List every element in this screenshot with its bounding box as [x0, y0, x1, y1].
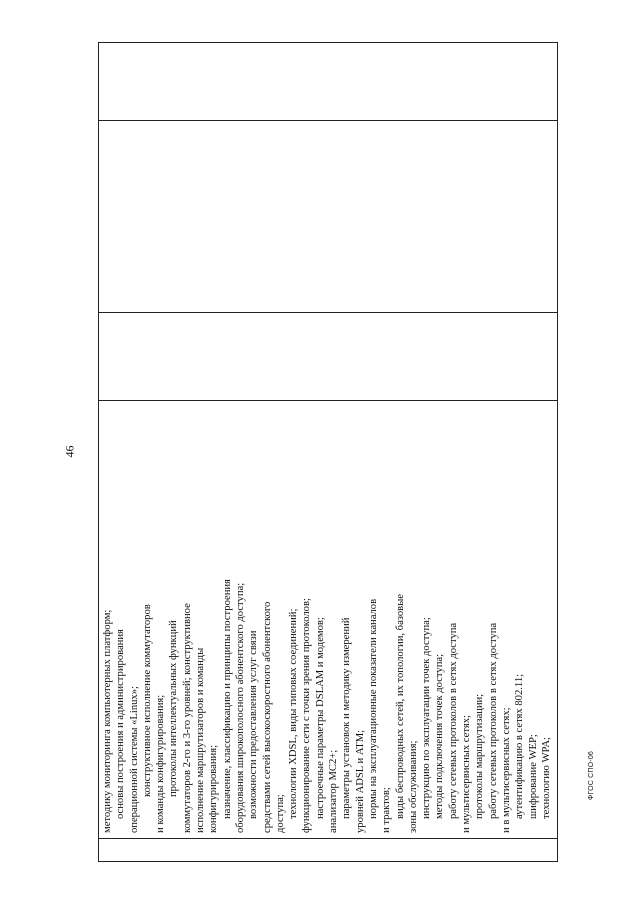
text-line: технологии XDSL, виды типовых соединений; — [288, 608, 300, 819]
text-line: технологию WPA; — [540, 737, 552, 819]
text-line: уровней ADSL и ATM; — [354, 729, 366, 833]
document-footer: ФГОС СПО-06 — [588, 750, 595, 800]
table-divider — [99, 312, 557, 313]
text-line: функционирование сети с точки зрения протоколов; — [301, 598, 313, 833]
text-line: анализатор MC2+; — [328, 749, 340, 833]
text-line: нормы на эксплуатационные показатели каналов — [367, 598, 379, 819]
table-divider — [99, 400, 557, 401]
text-line: возможности предоставления услуг связи — [248, 630, 260, 819]
text-line: работу сетевых протоколов в сетях доступа — [447, 622, 459, 819]
text-line: параметры установок и методику измерений — [341, 617, 353, 819]
competency-table — [98, 42, 558, 862]
text-line: исполнение маршрутизаторов и команды — [195, 647, 207, 833]
text-line: методы подключения точек доступа; — [434, 653, 446, 819]
text-line: операционной системы «Linux»; — [128, 686, 140, 833]
text-line: доступа; — [274, 794, 286, 833]
text-line: работу сетевых протоколов в сетях доступа — [487, 622, 499, 819]
text-line: протоколы маршрутизации; — [474, 693, 486, 819]
text-line: зоны обслуживания; — [407, 740, 419, 833]
text-line: конструктивное исполнение коммутаторов — [141, 604, 153, 797]
text-line: и мультисервисных сетях; — [461, 715, 473, 833]
text-line: виды беспроводных сетей, их топологии, базовые — [394, 593, 406, 819]
text-line: оборудования широкополосного абонентского доступа; — [234, 582, 246, 833]
text-line: инструкцию по эксплуатации точек доступа; — [421, 617, 433, 819]
text-line: конфигурирования; — [208, 744, 220, 833]
text-line: коммутаторов 2-го и 3-го уровней; конструктивное — [181, 603, 193, 833]
text-line: шифрование WEP; — [527, 734, 539, 819]
text-line: и трактов; — [381, 787, 393, 833]
text-line: настроечные параметры DSLAM и модемов; — [314, 617, 326, 819]
text-line: протоколы интеллектуальных функций — [168, 620, 180, 797]
text-line: назначение, классификацию и принципы построения — [221, 579, 233, 819]
text-line: и команды конфигурирования; — [155, 694, 167, 833]
text-line: средствами сетей высокоскоростного абонентского — [261, 601, 273, 833]
table-divider — [99, 120, 557, 121]
text-line: методику мониторинга компьютерных платформ; — [102, 609, 113, 833]
page-number: 46 — [62, 445, 77, 458]
text-line: и в мультисервисных сетях; — [500, 707, 512, 833]
rotated-table-sheet — [98, 42, 558, 862]
text-line: основы построения и администрирования — [115, 629, 127, 819]
knowledge-list-cell — [99, 403, 557, 839]
text-line: аутентификацию в сетях 802.11; — [514, 673, 526, 819]
